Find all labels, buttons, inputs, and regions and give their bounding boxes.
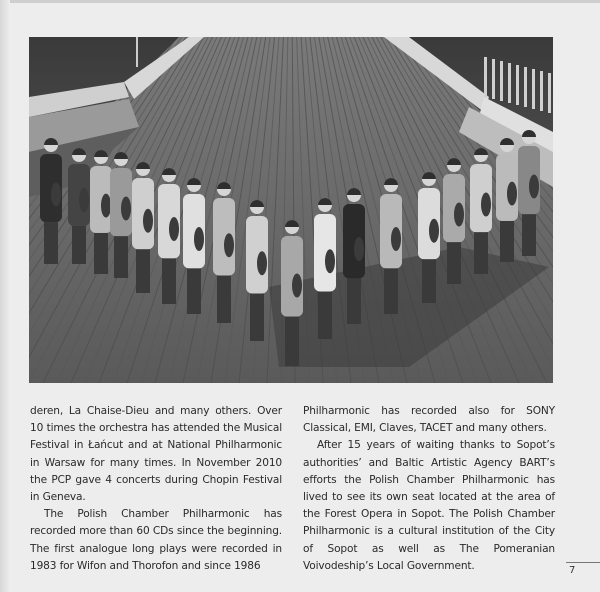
instrument bbox=[354, 237, 364, 261]
railing-post bbox=[548, 73, 551, 113]
instrument bbox=[51, 183, 61, 207]
person-legs bbox=[187, 268, 201, 314]
person-legs bbox=[318, 292, 332, 340]
paragraph: Philharmonic has recorded also for SONY Classical, EMI, Claves, TACET and many others. bbox=[303, 405, 555, 435]
person-legs bbox=[114, 236, 128, 278]
person-legs bbox=[474, 232, 488, 274]
person-legs bbox=[285, 317, 299, 366]
text-column-left bbox=[30, 403, 282, 575]
person-legs bbox=[250, 294, 264, 342]
instrument bbox=[529, 175, 539, 199]
person-legs bbox=[44, 222, 58, 264]
person-legs bbox=[136, 249, 150, 293]
instrument bbox=[429, 219, 439, 243]
person-legs bbox=[217, 276, 231, 324]
orchestra-photo bbox=[29, 37, 553, 383]
person-legs bbox=[447, 242, 461, 284]
instrument bbox=[325, 249, 335, 273]
instrument bbox=[101, 194, 111, 218]
instrument bbox=[169, 217, 179, 241]
person-legs bbox=[94, 233, 108, 274]
person-legs bbox=[347, 278, 361, 324]
person-legs bbox=[384, 268, 398, 314]
person-legs bbox=[162, 258, 176, 304]
instrument bbox=[79, 188, 89, 212]
page-top-edge bbox=[0, 0, 600, 3]
instrument bbox=[121, 197, 131, 221]
paragraph: deren, La Chaise-Dieu and many others. Over 10 times the orchestra has attended the Musical Festival in Łańcut and at National Philharmonic in Warsaw for many times. In November 2010 the PCP gave 4 concerts during Chopin Festival in Geneva. bbox=[30, 405, 282, 504]
paragraph: The Polish Chamber Philharmonic has recorded more than 60 CDs since the beginning. The first analogue long plays were recorded in 1983 for Wifon and Thorofon and since 1986 bbox=[30, 508, 282, 572]
railing-post bbox=[492, 59, 495, 99]
paragraph: After 15 years of waiting thanks to Sopot’s authorities’ and Baltic Artistic Agency BART’s efforts the Polish Chamber Philharmonic has lived to see its own seat located at the area of the Forest Opera in Sopot. The Polish Chamber Philharmonic is a cultural institution of the City of Sopot as well as The Pomeranian Voivodeship’s Local Government. bbox=[303, 439, 555, 572]
railing-post bbox=[516, 65, 519, 105]
person-legs bbox=[522, 214, 536, 256]
page-gutter-shadow bbox=[0, 0, 10, 592]
instrument bbox=[224, 233, 234, 257]
instrument bbox=[481, 193, 491, 217]
person-legs bbox=[500, 221, 514, 262]
instrument bbox=[143, 209, 153, 233]
page-number: 7 bbox=[569, 565, 576, 576]
instrument bbox=[454, 203, 464, 227]
railing-post bbox=[484, 57, 487, 97]
person-legs bbox=[422, 259, 436, 303]
railing-post bbox=[532, 69, 535, 109]
railing-post bbox=[524, 67, 527, 107]
railing-post bbox=[508, 63, 511, 103]
instrument bbox=[507, 182, 517, 206]
person-legs bbox=[72, 226, 86, 264]
page-number-rule bbox=[566, 562, 600, 563]
railing-post bbox=[500, 61, 503, 101]
text-column-right bbox=[303, 403, 555, 575]
railing-post bbox=[540, 71, 543, 111]
instrument bbox=[292, 274, 302, 298]
instrument bbox=[194, 227, 204, 251]
instrument bbox=[391, 227, 401, 251]
instrument bbox=[257, 251, 267, 275]
